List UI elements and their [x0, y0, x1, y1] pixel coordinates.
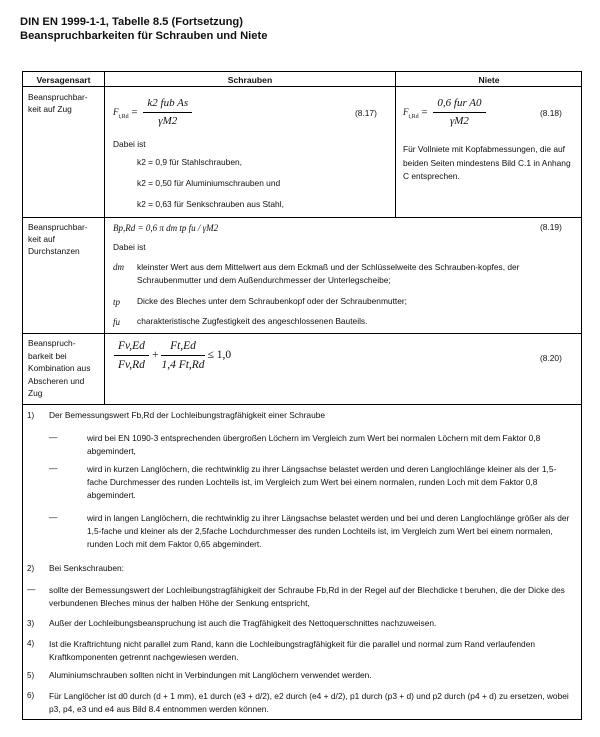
- table-subtitle: Beanspruchbarkeiten für Schrauben und Niete: [20, 30, 268, 42]
- col-header-rivets: Niete: [478, 75, 500, 85]
- k2-steel: k2 = 0,9 für Stahlschrauben,: [137, 157, 242, 167]
- col-divider-1: [104, 72, 105, 404]
- combination-formula: $\frac{Fv,Ed}{Fv,Rd}$ + $\frac{Ft,Ed}{1,4 Ft,Rd}$ ≤ 1,0: [111, 338, 231, 373]
- eqno-8-19: (8.19): [540, 222, 562, 232]
- rivet-tension-formula: $F_{t,Rd}$ = $\frac{\text{0,6 fur A0}}{\gamma M2}$: [403, 96, 489, 130]
- eqno-8-17: (8.17): [355, 108, 377, 118]
- footnote-2-item: sollte der Bemessungswert der Lochleibungstragfähigkeit der Schraube Fb,Rd in der Regel auf der Blechdicke t beruhen, die der Dicke des verbundenen Bleches minus der halben Höhe der Senkung entspricht,: [49, 585, 565, 608]
- k2-aluminium: k2 = 0,50 für Aluminiumschrauben und: [137, 178, 281, 188]
- col-divider-2: [395, 72, 396, 217]
- bolt-tension-formula: $F_{t,Rd}$ = $\frac{\text{k2 fub As}}{\gamma M2}$: [113, 96, 195, 130]
- footnote-1-dash-2: —: [49, 463, 58, 473]
- document-header: [20, 15, 267, 43]
- bolt-dabei: Dabei ist: [113, 139, 146, 149]
- footnote-1-dash-1: —: [49, 432, 58, 442]
- footnote-1-item-3: wird in langen Langlöchern, die rechtwinklig zu ihrer Längsachse belastet werden und bei und deren Langlochlänge größer als der 1,5-fache und kleiner als der 2,5fache Lochdurchmesser des runden Lochteils ist, im Vergleich zum Wert bei einem normalen, runden Loch mit dem Faktor 0,65 abgemindert.: [87, 513, 570, 549]
- table-title-continuation: (Fortsetzung): [171, 16, 243, 28]
- col-header-failure-mode: Versagensart: [36, 75, 91, 85]
- punching-formula: Bp,Rd = 0,6 π dm tp fu / γM2: [113, 223, 219, 233]
- footnote-1-dash-3: —: [49, 512, 58, 522]
- row-divider-2: [23, 333, 581, 334]
- row-label-punching: Beanspruchbar-keit auf Durchstanzen: [28, 222, 88, 256]
- row-label-tension: Beanspruchbar-keit auf Zug: [28, 92, 88, 114]
- eqno-8-20: (8.20): [540, 353, 562, 363]
- row-divider-1: [23, 217, 581, 218]
- punching-dabei: Dabei ist: [113, 242, 146, 252]
- header-divider: [23, 86, 581, 87]
- rivet-note: Für Vollniete mit Kopfabmessungen, die auf beiden Seiten mindestens Bild C.1 in Anhang C entsprechen.: [403, 144, 571, 181]
- footnote-2-dash: —: [27, 584, 36, 594]
- row-label-combination: Beanspruch-barkeit bei Kombination aus Abscheren und Zug: [28, 338, 91, 398]
- row-divider-3: [23, 404, 581, 405]
- resistance-table: Versagensart Schrauben Niete Beanspruchbar-keit auf Zug $F_{t,Rd}$ = $\frac{\text{k2 fub As}}{\gamma M2}$ (8.17) Dabei ist k2 = 0,9 für Stahlschrauben, k2 = 0,50 für Aluminiumschrauben und k2 = 0,63 für Senkschrauben aus Stahl, $F_{t,Rd}$ = $\frac{\text{0,6 fur A0}}{\gamma M2}$ (8.18) Für Vollniete mit Kopfabmessungen, die auf beiden Seiten mindestens Bild C.1 in Anhang C entsprechen. Beanspruchbar-keit auf Durchstanzen Bp,Rd = 0,6 π dm tp fu / γM2 (8.19) Dabei ist dm kleinster Wert aus dem Mittelwert aus dem Eckmaß und der Schlüsselweite des Schrauben-kopfes, der Schraubenmutter und dem Außendurchmesser der Unterlegscheibe; tp Dicke des Bleches unter dem Schraubenkopf oder der Schraubenmutter; fu charakteristische Zugfestigkeit des angeschlossenen Bauteils. Beanspruch-barkeit bei Kombination aus Abscheren und Zug $\frac{Fv,Ed}{Fv,Rd}$ + $\frac{Ft,Ed}{1,4 Ft,Rd}$ ≤ 1,0 (8.20) 1) Der Bemessungswert Fb,Rd der Lochleibungstragfähigkeit einer Schraube — wird bei EN 1090-3 entsprechenden übergroßen Löchern im Vergleich zum Wert bei normalen Löchern mit dem Faktor 0,8 abgemindert, — wird in kurzen Langlöchern, die rechtwinklig zu ihrer Längsachse belastet werden und deren Langlochlänge kleiner als der 1,5-fache Durchmesser des runden Lochteils ist, im Vergleich zum Wert bei einem normalen, runden Loch mit dem Faktor 0,8 abgemindert. — wird in langen Langlöchern, die rechtwinklig zu ihrer Längsachse belastet werden und bei und deren Langlochlänge größer als der 1,5-fache und kleiner als der 2,5fache Lochdurchmesser des runden Lochteils ist, im Vergleich zum Wert bei einem normalen, runden Loch mit dem Faktor 0,65 abgemindert. 2) Bei Senkschrauben: — sollte der Bemessungswert der Lochleibungstragfähigkeit der Schraube Fb,Rd in der Regel auf der Blechdicke t beruhen, die der Dicke des verbundenen Bleches minus der halben Höhe der Senkung entspricht, 3) Außer der Lochleibungsbeanspruchung ist auch die Tragfähigkeit des Nettoquerschnittes nachzuweisen. 4) Ist die Kraftrichtung nicht parallel zum Rand, kann die Lochleibungstragfähigkeit für die parallel und normal zum Rand verlaufenden Kraftkomponenten getrennt nachgewiesen werden. 5) Aluminiumschrauben sollten nicht in Verbindungen mit Langlöchern verwendet werden. 6) Für Langlöcher ist d0 durch (d + 1 mm), e1 durch (e3 + d/2), e2 durch (e4 + d/2), p1 durch (p3 + d) und p2 durch (p4 + d) zu ersetzen, wobei p3, p4, e3 und e4 aus Bild 8.4 entnommen werden können.: [22, 71, 582, 720]
- eqno-8-18: (8.18): [540, 108, 562, 118]
- table-title: DIN EN 1999-1-1, Tabelle 8.5: [20, 16, 169, 28]
- col-header-bolts: Schrauben: [227, 75, 273, 85]
- footnote-1-item-1: wird bei EN 1090-3 entsprechenden übergroßen Löchern im Vergleich zum Wert bei normalen Löchern mit dem Faktor 0,8 abgemindert,: [87, 433, 541, 456]
- footnote-1-item-2: wird in kurzen Langlöchern, die rechtwinklig zu ihrer Längsachse belastet werden und deren Langlochlänge kleiner als der 1,5-fache Durchmesser des runden Lochteils ist, im Vergleich zum Wert bei einem normalen, runden Loch mit dem Faktor 0,8 abgemindert.: [87, 464, 557, 500]
- k2-countersunk: k2 = 0,63 für Senkschrauben aus Stahl,: [137, 199, 284, 209]
